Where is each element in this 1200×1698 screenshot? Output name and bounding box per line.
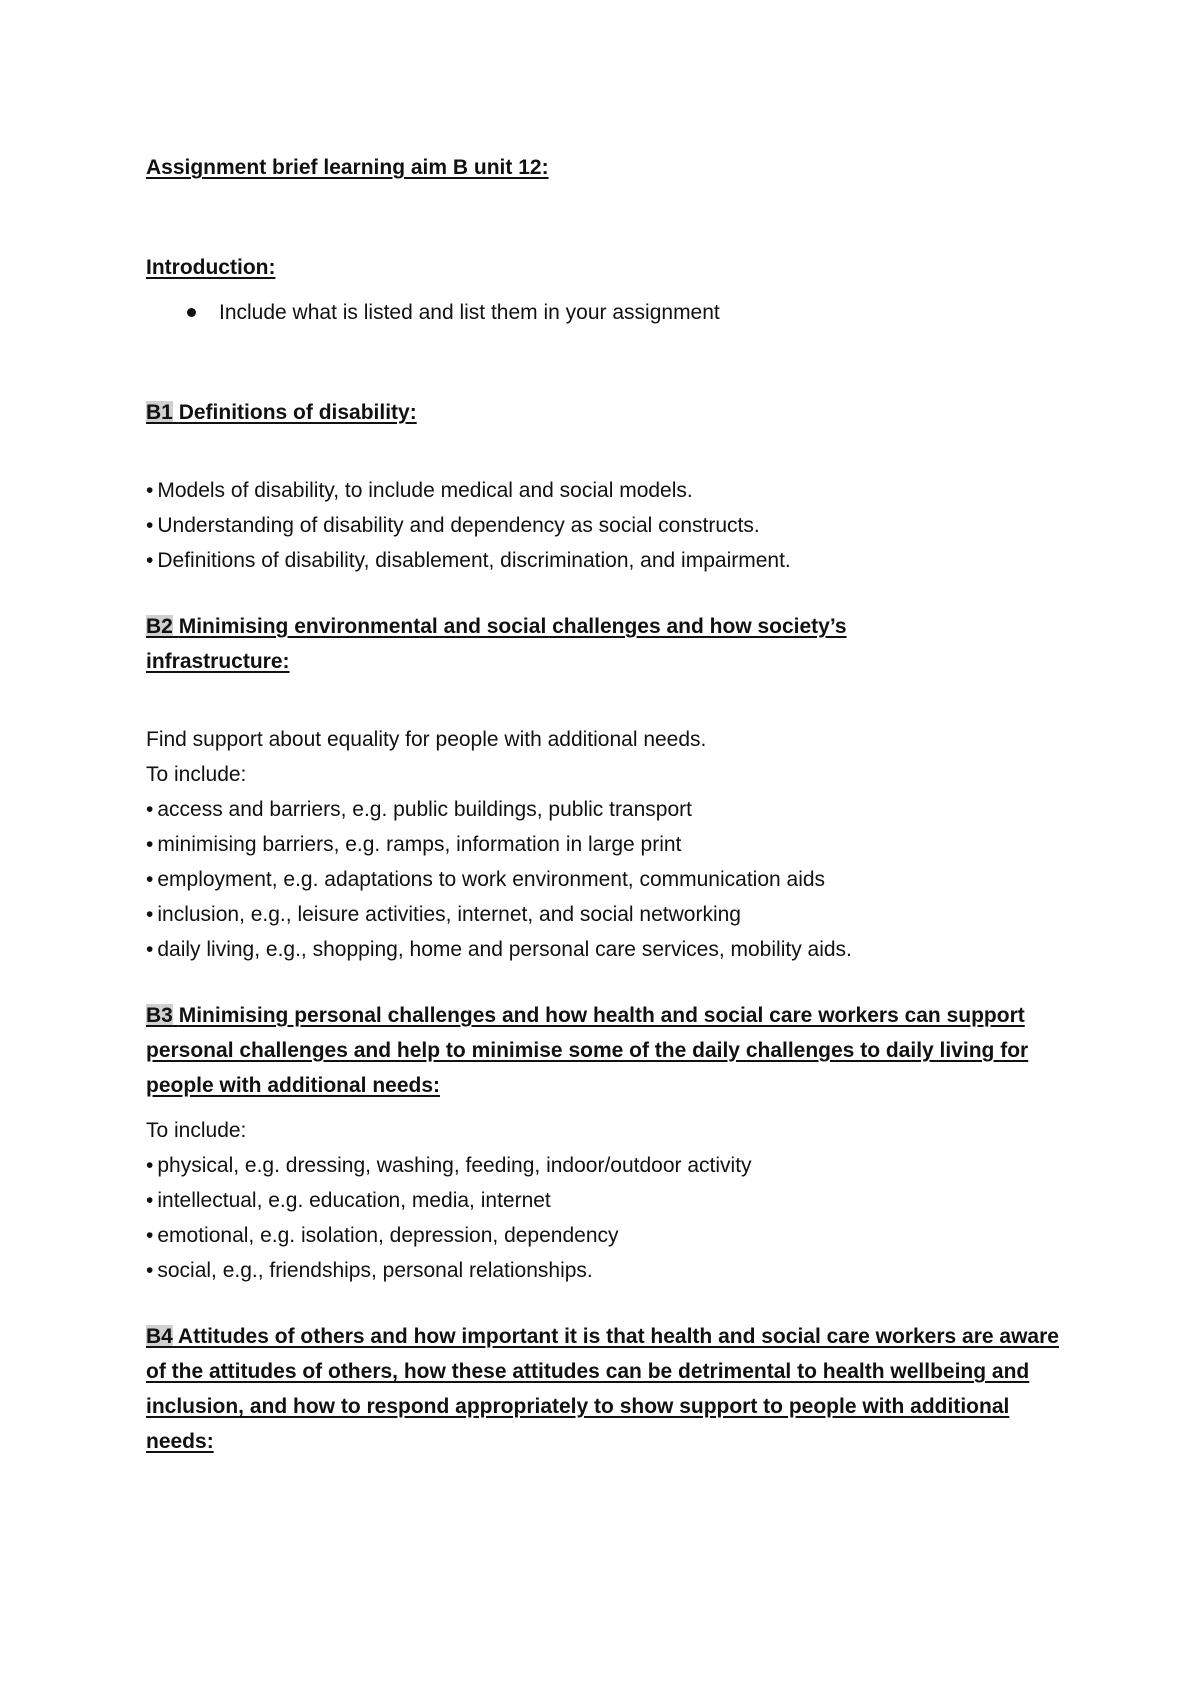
bullet-icon: • <box>146 833 154 856</box>
section-b2-heading <box>146 609 866 679</box>
section-b4-heading <box>146 1319 1066 1459</box>
bullet-icon: • <box>146 938 154 961</box>
intro-line: To include: <box>146 763 247 786</box>
list-item: • Definitions of disability, disablement, discrimination, and impairment. <box>146 549 791 572</box>
introduction-item: Include what is listed and list them in your assignment <box>146 295 1076 330</box>
bullet-icon: • <box>146 549 154 572</box>
section-title: Definitions of disability: <box>178 401 417 424</box>
document-content <box>146 150 1076 1459</box>
section-b1-heading <box>146 395 1076 430</box>
list-item: • employment, e.g. adaptations to work environment, communication aids <box>146 868 826 891</box>
list-item: • intellectual, e.g. education, media, internet <box>146 1189 551 1212</box>
section-title: Attitudes of others and how important it is that health and social care workers are aware of the attitudes of others, how these attitudes can be detrimental to health wellbeing and inclusion, and how to respond appropriately to show support to people with additional needs: <box>146 1325 1059 1453</box>
introduction-list <box>146 295 1076 330</box>
introduction-heading: Introduction: <box>146 256 276 279</box>
list-item: • inclusion, e.g., leisure activities, internet, and social networking <box>146 903 741 926</box>
list-item: • physical, e.g. dressing, washing, feeding, indoor/outdoor activity <box>146 1154 752 1177</box>
list-item: • daily living, e.g., shopping, home and personal care services, mobility aids. <box>146 938 852 961</box>
list-item: • access and barriers, e.g. public buildings, public transport <box>146 798 692 821</box>
list-item: • social, e.g., friendships, personal relationships. <box>146 1259 593 1282</box>
list-item: • emotional, e.g. isolation, depression, dependency <box>146 1224 619 1247</box>
bullet-icon: • <box>146 479 154 502</box>
section-code: B2 <box>146 615 173 638</box>
bullet-icon: • <box>146 1154 154 1177</box>
document-title: Assignment brief learning aim B unit 12: <box>146 156 549 179</box>
bullet-icon: • <box>146 868 154 891</box>
section-code: B4 <box>146 1325 173 1348</box>
list-item: • Models of disability, to include medical and social models. <box>146 479 693 502</box>
section-title: Minimising personal challenges and how health and social care workers can support personal challenges and help to minimise some of the daily challenges to daily living for people with additional needs: <box>146 1004 1029 1097</box>
section-b3-heading <box>146 998 1056 1103</box>
bullet-icon: • <box>146 1224 154 1247</box>
section-code: B3 <box>146 1004 173 1027</box>
section-b3-body <box>146 1113 1076 1288</box>
bullet-icon: • <box>146 903 154 926</box>
bullet-icon: • <box>146 1189 154 1212</box>
section-b1-bullets <box>146 473 1076 578</box>
list-item: • Understanding of disability and dependency as social constructs. <box>146 514 760 537</box>
intro-line: Find support about equality for people with additional needs. <box>146 728 707 751</box>
bullet-icon: • <box>146 798 154 821</box>
bullet-icon: • <box>146 1259 154 1282</box>
bullet-icon: • <box>146 514 154 537</box>
list-item: • minimising barriers, e.g. ramps, information in large print <box>146 833 682 856</box>
section-code: B1 <box>146 401 173 424</box>
intro-line: To include: <box>146 1119 247 1142</box>
section-title: Minimising environmental and social challenges and how society’s infrastructure: <box>146 615 847 673</box>
section-b2-body <box>146 722 1076 967</box>
